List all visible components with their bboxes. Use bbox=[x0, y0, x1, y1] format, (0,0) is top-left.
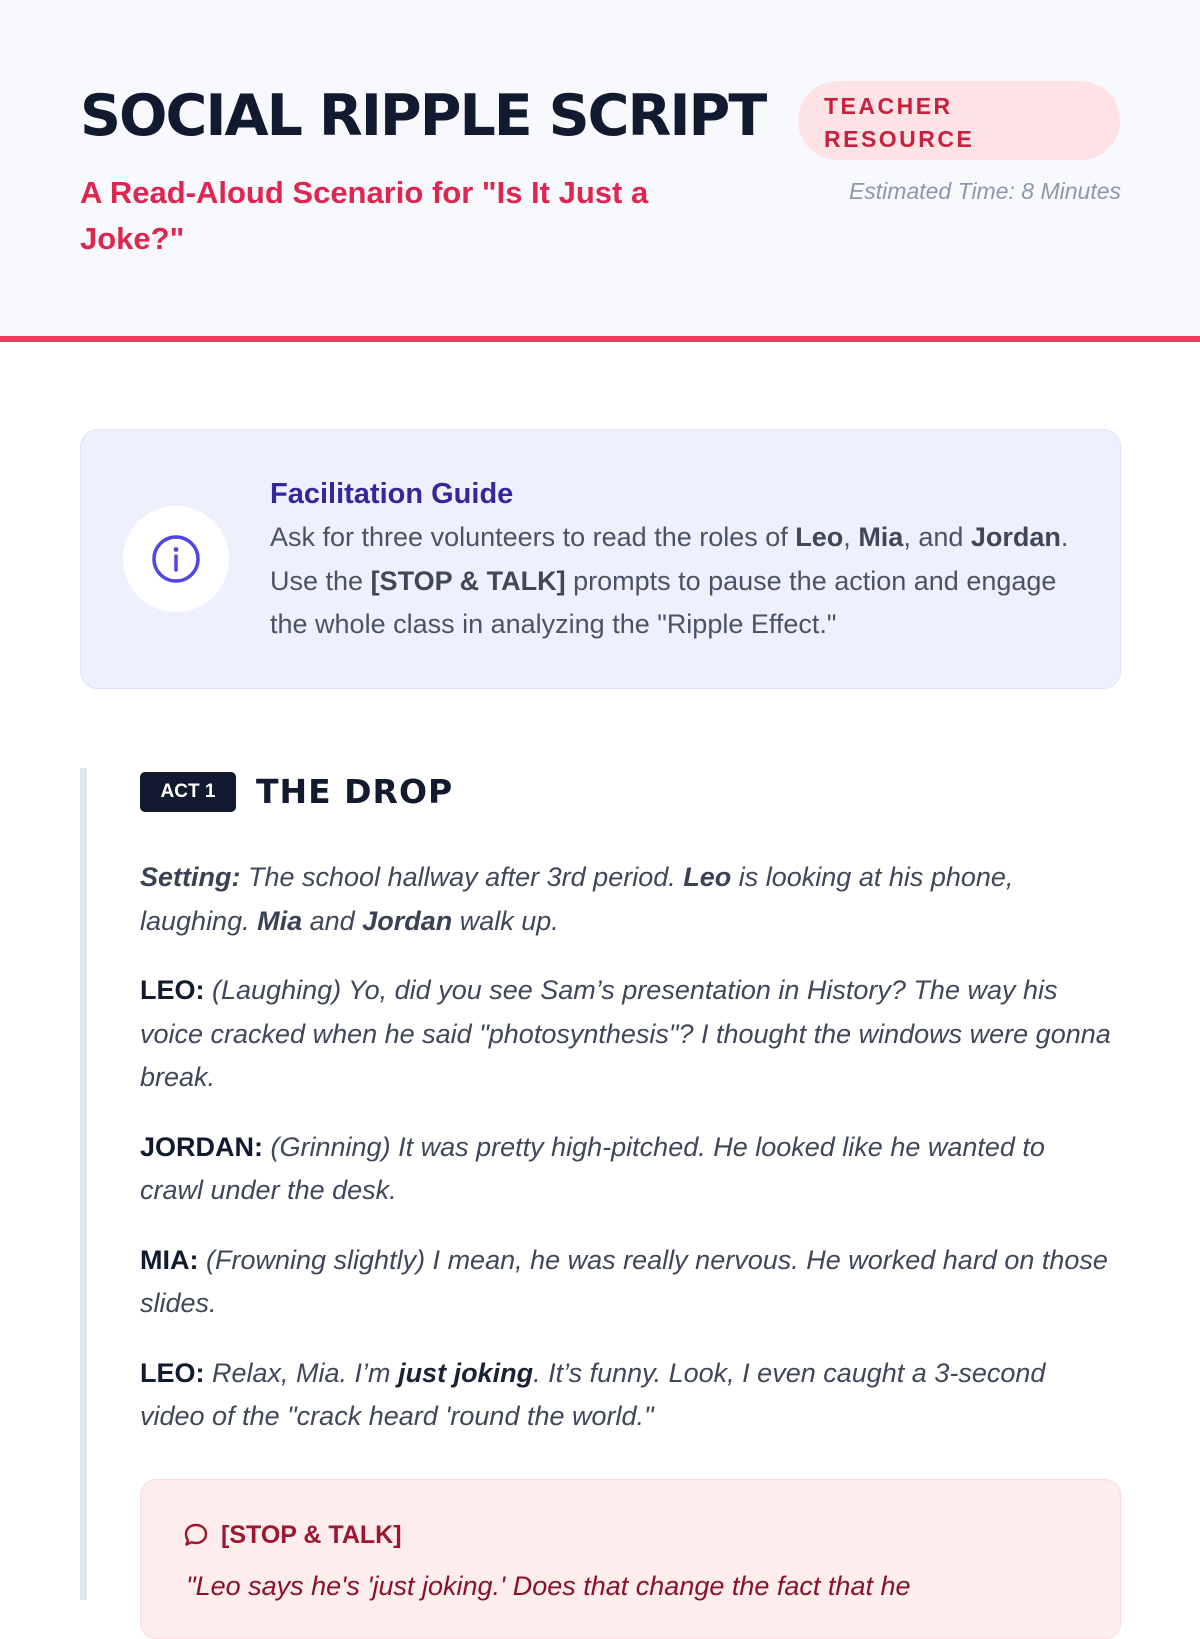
setting-label: Setting: bbox=[140, 862, 241, 892]
dialogue-line bbox=[140, 1352, 1115, 1439]
emphasis-just-joking: just joking bbox=[398, 1357, 534, 1388]
stop-talk-tag: [STOP & TALK] bbox=[370, 565, 566, 596]
act-label-badge: ACT 1 bbox=[140, 772, 236, 812]
dialogue-line bbox=[140, 1239, 1115, 1326]
act-title: THE DROP bbox=[256, 772, 454, 811]
dialogue-text: (Laughing) Yo, did you see Sam’s presentation in History? The way his voice cracked when he said "photosynthesis"? I thought the windows were gonna break. bbox=[140, 975, 1111, 1092]
dialogue-line bbox=[140, 1126, 1115, 1213]
script-body bbox=[140, 856, 1115, 1465]
page-title: SOCIAL RIPPLE SCRIPT bbox=[80, 83, 766, 149]
role-leo: Leo bbox=[795, 522, 844, 552]
speaker-name: LEO: bbox=[140, 975, 205, 1005]
facilitation-guide-card bbox=[80, 429, 1121, 689]
info-icon bbox=[151, 534, 201, 584]
stop-talk-question: "Leo says he's 'just joking.' Does that change the fact that he bbox=[186, 1571, 911, 1601]
chat-bubble-icon bbox=[183, 1522, 209, 1548]
setting-description: Setting: The school hallway after 3rd period. Leo is looking at his phone, laughing. Mia and Jordan walk up. bbox=[140, 862, 1014, 936]
badge-line-1: TEACHER bbox=[824, 93, 953, 119]
speaker-name: MIA: bbox=[140, 1244, 199, 1275]
dialogue-text: Relax, Mia. I’m just joking. It’s funny. Look, I even caught a 3-second video of the "crack heard 'round the world." bbox=[140, 1357, 1046, 1431]
page-subtitle: A Read-Aloud Scenario for "Is It Just a Joke?" bbox=[80, 175, 649, 256]
stop-talk-header bbox=[183, 1518, 402, 1552]
estimated-time: Estimated Time: 8 Minutes bbox=[848, 178, 1121, 204]
page-header bbox=[0, 0, 1200, 342]
speaker-name: JORDAN: bbox=[140, 1131, 264, 1162]
act-section-rail bbox=[80, 768, 87, 1600]
stop-talk-label: [STOP & TALK] bbox=[221, 1521, 402, 1549]
guide-title: Facilitation Guide bbox=[270, 478, 514, 510]
info-icon-badge bbox=[123, 506, 229, 612]
role-jordan: Jordan bbox=[970, 522, 1061, 552]
badge-line-2: RESOURCE bbox=[824, 126, 975, 152]
dialogue-line bbox=[140, 969, 1115, 1100]
guide-body: Ask for three volunteers to read the roles of Leo, Mia, and Jordan. Use the [STOP & TALK] prompts to pause the action and engage the whole class in analyzing the "Ripple Effect." bbox=[270, 522, 1069, 639]
stop-and-talk-card bbox=[140, 1479, 1121, 1639]
dialogue-text: (Frowning slightly) I mean, he was really nervous. He worked hard on those slides. bbox=[140, 1244, 1108, 1318]
dialogue-text: (Grinning) It was pretty high-pitched. He looked like he wanted to crawl under the desk. bbox=[140, 1131, 1045, 1205]
speaker-name: LEO: bbox=[140, 1357, 205, 1388]
teacher-resource-badge bbox=[798, 81, 1120, 160]
role-mia: Mia bbox=[858, 522, 904, 552]
